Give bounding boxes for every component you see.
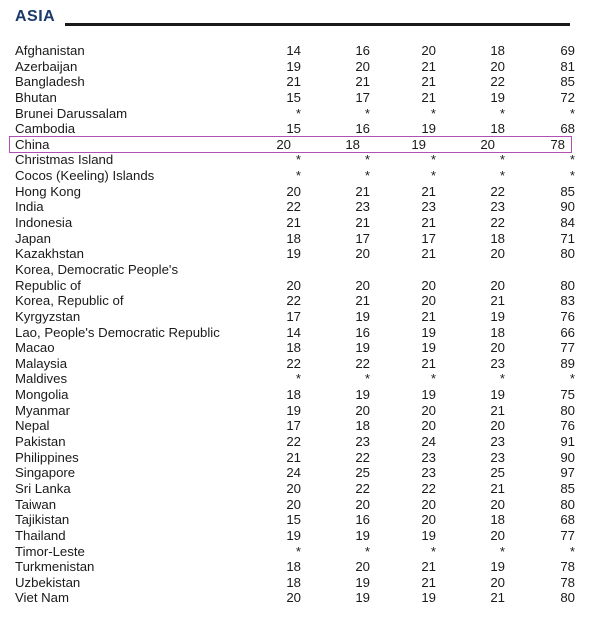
section-title: ASIA — [15, 8, 56, 25]
value-col-1: * — [295, 168, 301, 184]
value-col-2: * — [364, 152, 370, 168]
table-row — [0, 371, 591, 387]
value-col-5: 68 — [560, 121, 575, 137]
value-col-3: 21 — [421, 574, 436, 590]
country-name: Azerbaijan — [15, 58, 78, 74]
table-row — [0, 74, 591, 90]
value-col-5: 90 — [560, 449, 575, 465]
value-col-5: * — [569, 105, 575, 121]
value-col-4: 22 — [490, 183, 505, 199]
value-col-4: 20 — [490, 418, 505, 434]
table-row — [0, 121, 591, 137]
table-row — [0, 90, 591, 106]
value-col-1: 17 — [286, 418, 301, 434]
value-col-3: 24 — [421, 434, 436, 450]
value-col-1: 18 — [286, 387, 301, 403]
value-col-4: 21 — [490, 402, 505, 418]
value-col-2: 25 — [355, 465, 370, 481]
value-col-1: * — [295, 543, 301, 559]
country-name: Sri Lanka — [15, 480, 71, 496]
country-name: China — [15, 136, 50, 152]
value-col-4: 20 — [490, 246, 505, 262]
value-col-1: 20 — [286, 480, 301, 496]
table-row — [0, 481, 591, 497]
value-col-5: 68 — [560, 512, 575, 528]
value-col-1: * — [295, 105, 301, 121]
table-row — [0, 465, 591, 481]
value-col-3: 19 — [421, 527, 436, 543]
value-col-3: 22 — [421, 480, 436, 496]
value-col-5: 85 — [560, 74, 575, 90]
table-row — [0, 246, 591, 262]
value-col-5: 78 — [560, 559, 575, 575]
value-col-3: * — [430, 152, 436, 168]
value-col-1: 15 — [286, 89, 301, 105]
value-col-1: 20 — [286, 277, 301, 293]
value-col-3: * — [430, 543, 436, 559]
value-col-4: 20 — [490, 574, 505, 590]
value-col-4: 19 — [490, 559, 505, 575]
value-col-4: * — [499, 152, 505, 168]
value-col-2: 23 — [355, 199, 370, 215]
value-col-1: 19 — [286, 58, 301, 74]
value-col-4: 23 — [490, 355, 505, 371]
value-col-2: 21 — [355, 215, 370, 231]
value-col-2: 16 — [355, 512, 370, 528]
country-name: Tajikistan — [15, 512, 70, 528]
country-name: Bangladesh — [15, 74, 85, 90]
country-name: Mongolia — [15, 387, 69, 403]
value-col-1: 15 — [286, 512, 301, 528]
country-name: Uzbekistan — [15, 574, 81, 590]
value-col-5: 85 — [560, 480, 575, 496]
value-col-5: 72 — [560, 89, 575, 105]
value-col-1: 21 — [286, 449, 301, 465]
country-name: Malaysia — [15, 355, 68, 371]
value-col-3: 21 — [421, 355, 436, 371]
value-col-2: 16 — [355, 324, 370, 340]
value-col-2: 19 — [355, 590, 370, 606]
value-col-4: 18 — [490, 230, 505, 246]
value-col-3: * — [430, 371, 436, 387]
value-col-3: 20 — [421, 293, 436, 309]
value-col-1: * — [295, 152, 301, 168]
table-row — [0, 575, 591, 591]
value-col-2: 22 — [355, 355, 370, 371]
value-col-2: * — [364, 105, 370, 121]
country-name: Timor-Leste — [15, 543, 85, 559]
value-col-1: 18 — [286, 559, 301, 575]
value-col-4: 21 — [490, 293, 505, 309]
value-col-5: * — [569, 543, 575, 559]
value-col-5: * — [569, 371, 575, 387]
value-col-1: 19 — [286, 246, 301, 262]
title-rule — [65, 23, 570, 26]
country-name: Kazakhstan — [15, 246, 84, 262]
country-name: Pakistan — [15, 434, 66, 450]
value-col-1: 21 — [286, 215, 301, 231]
value-col-4: 20 — [490, 58, 505, 74]
value-col-3: 21 — [421, 215, 436, 231]
table-row — [0, 544, 591, 560]
value-col-1: 14 — [286, 324, 301, 340]
value-col-4: 20 — [480, 136, 495, 152]
value-col-5: 75 — [560, 387, 575, 403]
value-col-2: 20 — [355, 277, 370, 293]
country-name: Indonesia — [15, 215, 73, 231]
value-col-2: 19 — [355, 527, 370, 543]
table-row — [0, 497, 591, 513]
value-col-3: 21 — [421, 89, 436, 105]
value-col-3: 21 — [421, 74, 436, 90]
value-col-5: * — [569, 152, 575, 168]
country-name: Japan — [15, 230, 51, 246]
table-row — [0, 340, 591, 356]
country-name: Philippines — [15, 449, 79, 465]
value-col-4: 18 — [490, 324, 505, 340]
table-row — [0, 434, 591, 450]
table-row — [0, 325, 591, 341]
section-header — [15, 8, 570, 34]
country-name: Brunei Darussalam — [15, 105, 128, 121]
value-col-4: 19 — [490, 387, 505, 403]
table-row — [0, 387, 591, 403]
value-col-3: * — [430, 105, 436, 121]
value-col-1: 22 — [286, 434, 301, 450]
value-col-4: 19 — [490, 308, 505, 324]
value-col-5: 66 — [560, 324, 575, 340]
value-col-4: 21 — [490, 480, 505, 496]
value-col-5: 78 — [560, 574, 575, 590]
value-col-1: 14 — [286, 43, 301, 58]
value-col-1: 19 — [286, 527, 301, 543]
value-col-2: 21 — [355, 183, 370, 199]
value-col-2: * — [364, 168, 370, 184]
table-row-highlighted — [10, 137, 571, 153]
country-name: Macao — [15, 340, 55, 356]
value-col-1: 17 — [286, 308, 301, 324]
country-name: Korea, Democratic People's — [15, 261, 179, 277]
value-col-3: 19 — [421, 121, 436, 137]
value-col-2: 18 — [355, 418, 370, 434]
country-name: India — [15, 199, 44, 215]
value-col-4: 18 — [490, 512, 505, 528]
value-col-2: 16 — [355, 121, 370, 137]
value-col-1: 19 — [286, 402, 301, 418]
country-name: Bhutan — [15, 89, 57, 105]
value-col-5: 77 — [560, 527, 575, 543]
value-col-3: 19 — [421, 324, 436, 340]
value-col-1: 21 — [286, 74, 301, 90]
table-row — [0, 43, 591, 59]
table-row — [0, 59, 591, 75]
value-col-5: 76 — [560, 418, 575, 434]
table-row — [0, 512, 591, 528]
value-col-2: 17 — [355, 230, 370, 246]
value-col-3: 19 — [411, 136, 426, 152]
country-name: Viet Nam — [15, 590, 69, 606]
value-col-1: 20 — [286, 496, 301, 512]
country-name: Lao, People's Democratic Republic — [15, 324, 220, 340]
value-col-1: 22 — [286, 199, 301, 215]
value-col-1: 18 — [286, 574, 301, 590]
value-col-3: 21 — [421, 246, 436, 262]
country-name: Thailand — [15, 527, 66, 543]
country-table — [0, 43, 591, 606]
table-row — [0, 168, 591, 184]
country-name: Hong Kong — [15, 183, 81, 199]
country-name: Singapore — [15, 465, 76, 481]
country-name: Kyrgyzstan — [15, 308, 81, 324]
value-col-4: 23 — [490, 199, 505, 215]
value-col-4: 18 — [490, 43, 505, 58]
value-col-3: 23 — [421, 465, 436, 481]
value-col-4: 23 — [490, 449, 505, 465]
value-col-3: 21 — [421, 58, 436, 74]
value-col-5: 97 — [560, 465, 575, 481]
value-col-2: 20 — [355, 496, 370, 512]
value-col-2: 20 — [355, 246, 370, 262]
value-col-5: 81 — [560, 58, 575, 74]
country-name: Cocos (Keeling) Islands — [15, 168, 155, 184]
value-col-3: 20 — [421, 277, 436, 293]
value-col-3: 19 — [421, 387, 436, 403]
value-col-5: * — [569, 168, 575, 184]
table-row — [0, 152, 591, 168]
value-col-3: 20 — [421, 418, 436, 434]
value-col-4: 20 — [490, 277, 505, 293]
value-col-1: 20 — [286, 590, 301, 606]
value-col-2: 20 — [355, 58, 370, 74]
table-row — [0, 418, 591, 434]
value-col-2: 18 — [345, 136, 360, 152]
value-col-3: 20 — [421, 512, 436, 528]
value-col-4: 19 — [490, 89, 505, 105]
value-col-2: 22 — [355, 480, 370, 496]
value-col-3: 23 — [421, 199, 436, 215]
value-col-4: 23 — [490, 434, 505, 450]
value-col-2: 21 — [355, 293, 370, 309]
value-col-1: 18 — [286, 340, 301, 356]
value-col-3: 20 — [421, 496, 436, 512]
value-col-2: 23 — [355, 434, 370, 450]
value-col-5: 69 — [560, 43, 575, 58]
country-name: Turkmenistan — [15, 559, 95, 575]
value-col-5: 80 — [560, 277, 575, 293]
value-col-4: * — [499, 543, 505, 559]
value-col-2: 20 — [355, 402, 370, 418]
value-col-1: 20 — [276, 136, 291, 152]
value-col-3: 19 — [421, 590, 436, 606]
value-col-3: 20 — [421, 402, 436, 418]
value-col-2: * — [364, 543, 370, 559]
table-row — [0, 215, 591, 231]
table-row — [0, 293, 591, 309]
country-name: Nepal — [15, 418, 50, 434]
table-row — [0, 450, 591, 466]
value-col-2: 22 — [355, 449, 370, 465]
value-col-5: 89 — [560, 355, 575, 371]
table-row — [0, 528, 591, 544]
value-col-2: 17 — [355, 89, 370, 105]
value-col-5: 80 — [560, 246, 575, 262]
country-name: Taiwan — [15, 496, 57, 512]
value-col-4: 22 — [490, 74, 505, 90]
value-col-4: * — [499, 168, 505, 184]
value-col-5: 76 — [560, 308, 575, 324]
table-row — [0, 262, 591, 278]
country-name: Christmas Island — [15, 152, 114, 168]
country-name: Korea, Republic of — [15, 293, 124, 309]
country-name: Myanmar — [15, 402, 70, 418]
value-col-3: 21 — [421, 308, 436, 324]
country-name: Cambodia — [15, 121, 76, 137]
value-col-1: 18 — [286, 230, 301, 246]
value-col-2: 20 — [355, 559, 370, 575]
value-col-5: 71 — [560, 230, 575, 246]
value-col-2: 19 — [355, 574, 370, 590]
value-col-3: 21 — [421, 559, 436, 575]
value-col-2: * — [364, 371, 370, 387]
value-col-3: * — [430, 168, 436, 184]
table-row — [0, 559, 591, 575]
value-col-4: 20 — [490, 340, 505, 356]
value-col-4: 22 — [490, 215, 505, 231]
value-col-3: 17 — [421, 230, 436, 246]
value-col-1: * — [295, 371, 301, 387]
value-col-4: 18 — [490, 121, 505, 137]
value-col-4: * — [499, 371, 505, 387]
value-col-2: 19 — [355, 340, 370, 356]
country-name: Maldives — [15, 371, 68, 387]
table-row — [0, 184, 591, 200]
value-col-2: 19 — [355, 308, 370, 324]
value-col-3: 23 — [421, 449, 436, 465]
table-row — [0, 356, 591, 372]
value-col-3: 19 — [421, 340, 436, 356]
value-col-5: 77 — [560, 340, 575, 356]
value-col-3: 21 — [421, 183, 436, 199]
value-col-4: 20 — [490, 496, 505, 512]
value-col-1: 15 — [286, 121, 301, 137]
value-col-5: 85 — [560, 183, 575, 199]
table-row — [0, 590, 591, 606]
value-col-5: 80 — [560, 590, 575, 606]
table-row — [0, 106, 591, 122]
value-col-5: 90 — [560, 199, 575, 215]
table-row — [0, 309, 591, 325]
value-col-1: 22 — [286, 293, 301, 309]
table-row — [0, 278, 591, 294]
table-row — [0, 403, 591, 419]
value-col-1: 20 — [286, 183, 301, 199]
value-col-2: 21 — [355, 74, 370, 90]
value-col-2: 16 — [355, 43, 370, 58]
value-col-5: 80 — [560, 496, 575, 512]
value-col-5: 84 — [560, 215, 575, 231]
table-row — [0, 199, 591, 215]
value-col-5: 83 — [560, 293, 575, 309]
value-col-5: 78 — [550, 136, 565, 152]
value-col-3: 20 — [421, 43, 436, 58]
country-name: Afghanistan — [15, 43, 85, 58]
value-col-2: 19 — [355, 387, 370, 403]
value-col-4: 25 — [490, 465, 505, 481]
value-col-1: 22 — [286, 355, 301, 371]
value-col-5: 91 — [560, 434, 575, 450]
value-col-4: * — [499, 105, 505, 121]
table-row — [0, 231, 591, 247]
value-col-4: 21 — [490, 590, 505, 606]
value-col-4: 20 — [490, 527, 505, 543]
value-col-5: 80 — [560, 402, 575, 418]
country-name: Republic of — [15, 277, 81, 293]
value-col-1: 24 — [286, 465, 301, 481]
